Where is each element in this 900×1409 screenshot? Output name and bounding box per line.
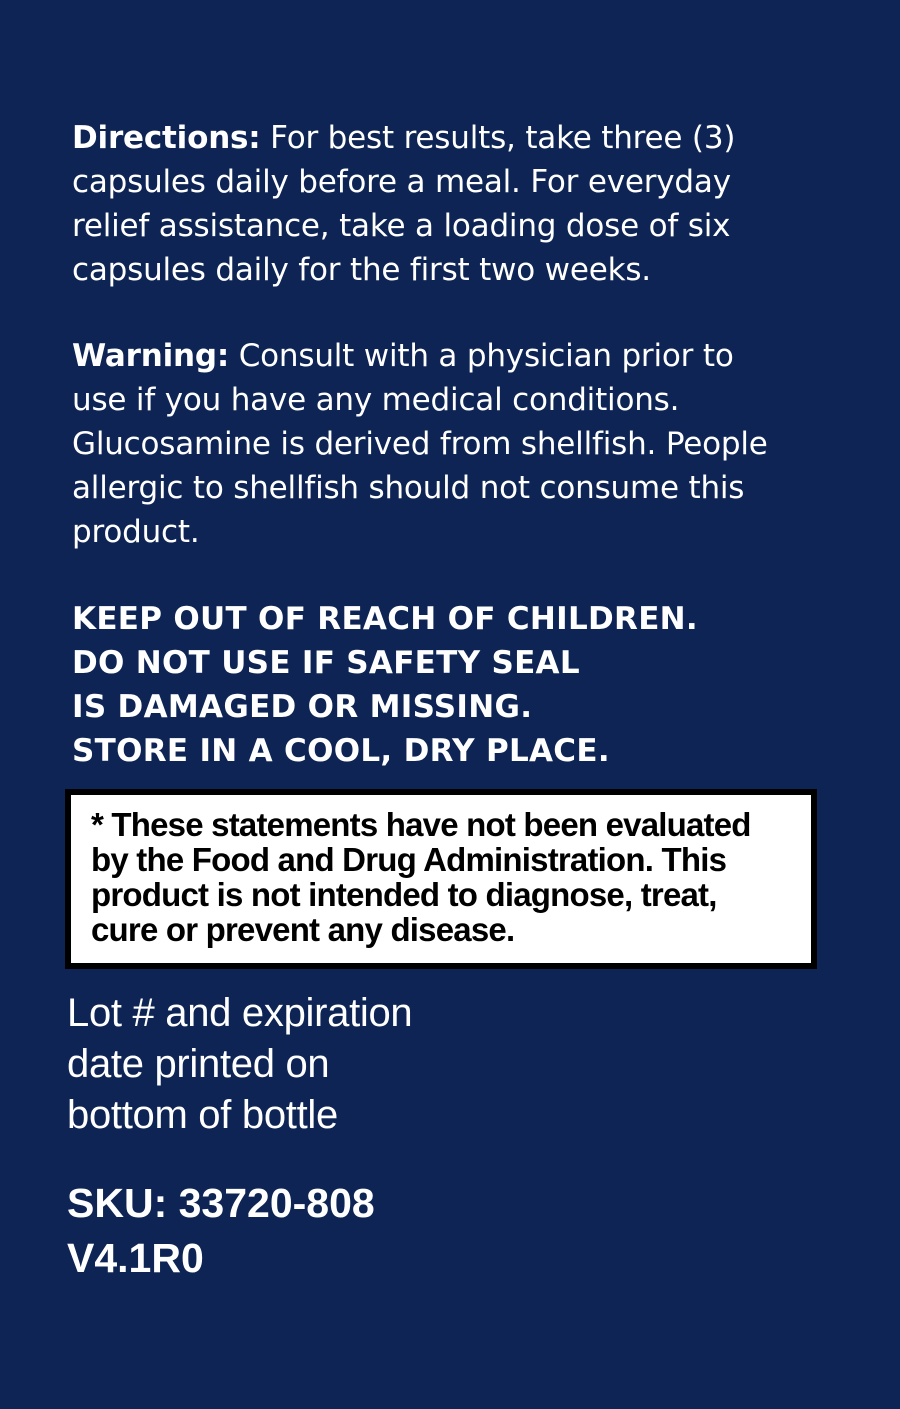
warning-section [72,334,832,554]
fda-disclaimer-line: product is not intended to diagnose, treat, [91,876,717,913]
sku-block [67,1176,375,1286]
fda-disclaimer-text [91,807,811,947]
fda-disclaimer-box [65,789,817,969]
safety-notices [72,597,852,773]
warning-heading: Warning: [72,338,230,374]
sku-number: SKU: 33720-808 [67,1180,375,1226]
directions-line: relief assistance, take a loading dose of six [72,208,731,244]
lot-info-line: Lot # and expiration [67,991,413,1035]
directions-line: capsules daily before a meal. For everyday [72,164,731,200]
warning-line: allergic to shellfish should not consume this [72,470,745,506]
notice-safety-seal: DO NOT USE IF SAFETY SEAL [72,645,580,681]
directions-line: capsules daily for the first two weeks. [72,252,651,288]
notice-keep-out-of-reach: KEEP OUT OF REACH OF CHILDREN. [72,601,699,637]
directions-line: For best results, take three (3) [260,120,736,156]
warning-line: use if you have any medical conditions. [72,382,680,418]
lot-info-line: bottom of bottle [67,1093,338,1137]
notice-damaged-missing: IS DAMAGED OR MISSING. [72,689,533,725]
version-code: V4.1R0 [67,1235,204,1281]
directions-section [72,116,832,292]
notice-storage: STORE IN A COOL, DRY PLACE. [72,733,610,769]
warning-line: Glucosamine is derived from shellfish. People [72,426,768,462]
lot-info-line: date printed on [67,1042,330,1086]
fda-disclaimer-line: by the Food and Drug Administration. This [91,841,727,878]
warning-line: Consult with a physician prior to [229,338,734,374]
lot-expiration-info [67,988,567,1141]
fda-disclaimer-line: cure or prevent any disease. [91,911,515,948]
warning-line: product. [72,514,200,550]
fda-disclaimer-line: * These statements have not been evaluated [91,806,751,843]
directions-heading: Directions: [72,120,261,156]
